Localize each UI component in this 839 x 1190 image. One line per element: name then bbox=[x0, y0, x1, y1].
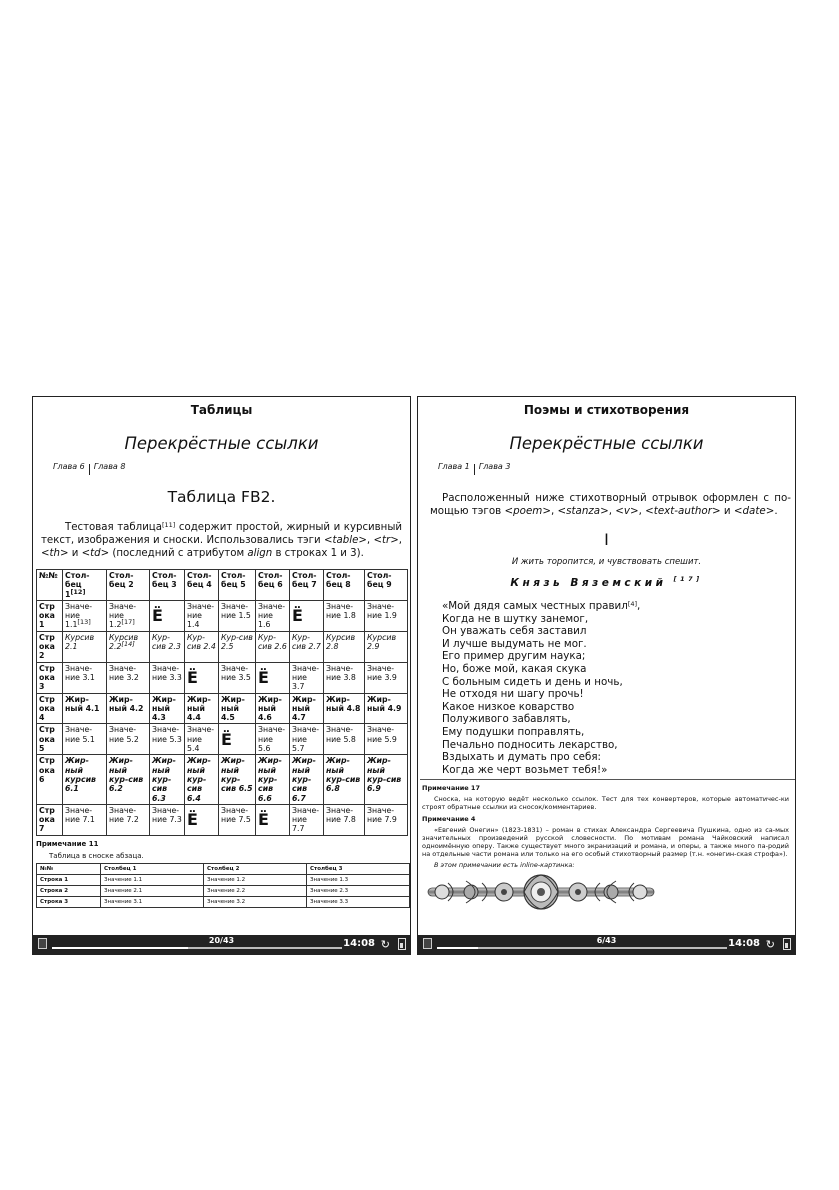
letter-yo-image: Ё bbox=[185, 662, 219, 693]
table-cell: Строка 2 bbox=[37, 885, 101, 896]
table-cell: Жир-ный кур-сив 6.2 bbox=[107, 755, 150, 804]
tag-name: <table> bbox=[324, 535, 367, 546]
table-row bbox=[37, 631, 408, 662]
reading-progress-bar[interactable] bbox=[437, 947, 727, 949]
verse-line: Его пример другим наука; bbox=[442, 650, 586, 663]
footnote-link-4[interactable]: [4] bbox=[627, 600, 638, 608]
tag-name: <v> bbox=[615, 505, 639, 517]
tag-name: <poem> bbox=[504, 505, 551, 517]
status-bar bbox=[418, 935, 795, 954]
intro-text: содержит простой, жирный и курсивный текст, изображения и сноски. Использовались тэги bbox=[41, 522, 402, 546]
table-header-row bbox=[37, 570, 408, 601]
table-cell: Кур-сив 2.6 bbox=[256, 631, 290, 662]
letter-yo-image: Ё bbox=[185, 804, 219, 835]
cell-text: Значе-ние 1.1 bbox=[65, 601, 93, 630]
table-cell: Курсив 2.9 bbox=[365, 631, 408, 662]
table-cell: №№ bbox=[37, 863, 101, 874]
verse-line: С больным сидеть и день и ночь, bbox=[442, 675, 623, 688]
left-reader-page bbox=[32, 396, 411, 955]
verse-line: И лучше выдумать не мог. bbox=[442, 637, 587, 650]
intro-text: , bbox=[366, 535, 374, 546]
table-cell: Жир-ный курсив 6.1 bbox=[63, 755, 107, 804]
table-cell: Жир-ный 4.8 bbox=[324, 693, 365, 724]
table-cell: Значение 2.2 bbox=[204, 885, 307, 896]
breadcrumb bbox=[53, 459, 410, 473]
ornament-image bbox=[426, 873, 795, 915]
table-cell: Значе-ние 3.8 bbox=[324, 662, 365, 693]
table-cell: Значе-ние 7.3 bbox=[150, 804, 185, 835]
table-cell: Значе-ние 1.9 bbox=[365, 600, 408, 631]
footnote-link-12[interactable]: [12] bbox=[70, 587, 86, 596]
table-cell: Жир-ный 4.7 bbox=[290, 693, 324, 724]
table-row bbox=[37, 804, 408, 835]
table-cell: Жир-ный кур-сив 6.5 bbox=[219, 755, 256, 804]
table-title: Таблица FB2. bbox=[167, 488, 276, 506]
table-cell: Жир-ный 4.9 bbox=[365, 693, 408, 724]
table-cell: Значе-ние 5.1 bbox=[63, 724, 107, 755]
table-cell: Кур-сив 2.7 bbox=[290, 631, 324, 662]
table-row bbox=[37, 874, 410, 885]
verse-line: Когда же черт возьмет тебя!» bbox=[442, 763, 608, 776]
poem-stanza bbox=[442, 600, 795, 776]
row-label: Стр ока 3 bbox=[37, 662, 63, 693]
table-row bbox=[37, 662, 408, 693]
link-chapter-6[interactable]: Глава 6 bbox=[53, 461, 85, 471]
table-cell: Значение 1.1 bbox=[101, 874, 204, 885]
table-cell: Значе-ние 1.6 bbox=[256, 600, 290, 631]
cell-text: Значе-ние 1.2 bbox=[109, 601, 137, 630]
table-cell: Значение 1.2 bbox=[204, 874, 307, 885]
table-cell: Значе-ние 1.4 bbox=[185, 600, 219, 631]
table-cell: Значе-ние 5.2 bbox=[107, 724, 150, 755]
verse-line: Печально подносить лекарство, bbox=[442, 738, 618, 751]
link-chapter-1[interactable]: Глава 1 bbox=[438, 461, 470, 471]
table-cell: Значе-ние 7.9 bbox=[365, 804, 408, 835]
page-number: 20/43 bbox=[208, 936, 235, 945]
verse-line: Но, боже мой, какая скука bbox=[442, 662, 587, 675]
footnote-link-11[interactable]: [11] bbox=[162, 521, 176, 529]
table-cell: Жир-ный 4.1 bbox=[63, 693, 107, 724]
table-cell: Стол-бец 7 bbox=[290, 570, 324, 601]
author-name: Князь Вяземский bbox=[510, 577, 667, 589]
row-label: Стр ока 2 bbox=[37, 631, 63, 662]
table-cell: Значе-ние 7.5 bbox=[219, 804, 256, 835]
table-cell: Значе-ние 3.7 bbox=[290, 662, 324, 693]
tag-name: <tr> bbox=[373, 535, 399, 546]
table-cell bbox=[107, 600, 150, 631]
intro-text: и bbox=[720, 505, 734, 517]
cell-text: Курсив 2.2 bbox=[109, 632, 139, 652]
breadcrumb bbox=[438, 459, 795, 473]
section-title: Перекрёстные ссылки bbox=[509, 434, 704, 453]
table-cell: Столбец 2 bbox=[204, 863, 307, 874]
table-cell: Жир-ный кур-сив 6.6 bbox=[256, 755, 290, 804]
table-cell: Значе-ние 5.6 bbox=[256, 724, 290, 755]
clock: 14:08 bbox=[343, 938, 375, 949]
table-cell: Жир-ный кур-сив 6.3 bbox=[150, 755, 185, 804]
table-row bbox=[37, 896, 410, 907]
table-cell: Жир-ный кур-сив 6.8 bbox=[324, 755, 365, 804]
table-cell: Жир-ный 4.3 bbox=[150, 693, 185, 724]
tag-name: <text-author> bbox=[645, 505, 721, 517]
epigraph: И жить торопится, и чувствовать спешит. bbox=[511, 557, 702, 567]
table-cell: Стол-бец 5 bbox=[219, 570, 256, 601]
table-cell: Стол-бец 9 bbox=[365, 570, 408, 601]
tag-name: <th> bbox=[41, 548, 69, 559]
table-cell: Жир-ный кур-сив 6.9 bbox=[365, 755, 408, 804]
footnote-link-17[interactable]: [17] bbox=[121, 618, 135, 627]
verse-text: «Мой дядя самых честных правил bbox=[442, 600, 628, 612]
verse-line: Какое низкое коварство bbox=[442, 700, 575, 713]
reading-progress-bar[interactable] bbox=[52, 947, 342, 949]
table-cell: Значение 3.3 bbox=[307, 896, 410, 907]
intro-paragraph bbox=[430, 492, 791, 518]
table-cell: Значе-ние 3.5 bbox=[219, 662, 256, 693]
right-reader-page bbox=[417, 396, 796, 955]
page-number: 6/43 bbox=[596, 936, 617, 945]
row-label: Стр ока 4 bbox=[37, 693, 63, 724]
table-cell: Значе-ние 7.8 bbox=[324, 804, 365, 835]
intro-text: , bbox=[398, 535, 403, 546]
refresh-icon[interactable]: ↻ bbox=[765, 938, 775, 951]
table-cell: Стол-бец 6 bbox=[256, 570, 290, 601]
row-label: Стр ока 6 bbox=[37, 755, 63, 804]
refresh-icon[interactable]: ↻ bbox=[380, 938, 390, 951]
tag-name: align bbox=[247, 548, 273, 559]
table-cell: Столбец 1 bbox=[101, 863, 204, 874]
intro-text: в строках 1 и 3). bbox=[272, 548, 364, 559]
footnote-divider bbox=[420, 779, 795, 780]
table-cell: Жир-ный 4.4 bbox=[185, 693, 219, 724]
verse-line: Ему подушки поправлять, bbox=[442, 725, 585, 738]
intro-paragraph bbox=[41, 521, 402, 560]
table-cell: Значе-ние 7.2 bbox=[107, 804, 150, 835]
note-inline-caption: В этом примечании есть inline-картинка: bbox=[434, 861, 575, 870]
table-cell: Значе-ние 3.2 bbox=[107, 662, 150, 693]
epigraph-author bbox=[418, 577, 795, 589]
table-cell: Значение 3.2 bbox=[204, 896, 307, 907]
reading-progress-fill bbox=[437, 947, 478, 949]
table-cell: Жир-ный кур-сив 6.7 bbox=[290, 755, 324, 804]
page-header: Поэмы и стихотворения bbox=[523, 403, 690, 417]
clock: 14:08 bbox=[728, 938, 760, 949]
row-label: Стр ока 7 bbox=[37, 804, 63, 835]
intro-text: и bbox=[68, 548, 82, 559]
table-cell: Значе-ние 3.1 bbox=[63, 662, 107, 693]
note-heading: Примечание 11 bbox=[36, 839, 99, 848]
verse-line: Полуживого забавлять, bbox=[442, 713, 571, 726]
battery-icon bbox=[783, 938, 791, 950]
table-cell: Значение 2.3 bbox=[307, 885, 410, 896]
table-cell bbox=[63, 600, 107, 631]
letter-yo-image: Ё bbox=[219, 724, 256, 755]
breadcrumb-divider bbox=[474, 464, 475, 475]
intro-text: , bbox=[550, 505, 558, 517]
table-cell: Стол-бец 2 bbox=[107, 570, 150, 601]
row-label: Стр ока 1 bbox=[37, 600, 63, 631]
section-title: Перекрёстные ссылки bbox=[124, 434, 319, 453]
footnote-table bbox=[36, 863, 410, 908]
letter-yo-image: Ё bbox=[256, 662, 290, 693]
table-cell: Стол-бец 4 bbox=[185, 570, 219, 601]
note-text: Сноска, на которую ведёт несколько ссылок. Тест для тех конвертеров, которые автоматичес-ки строят обратные ссылки из сносок/комментариев. bbox=[422, 795, 789, 812]
table-header-row bbox=[37, 863, 410, 874]
table-cell: Значе-ние 7.7 bbox=[290, 804, 324, 835]
intro-text: Тестовая таблица bbox=[65, 522, 162, 533]
note-heading: Примечание 4 bbox=[422, 815, 476, 824]
table-cell: Жир-ный 4.6 bbox=[256, 693, 290, 724]
cell-text: Стол-бец 1 bbox=[65, 571, 90, 599]
table-cell: Стол-бец 8 bbox=[324, 570, 365, 601]
table-cell: Курсив 2.8 bbox=[324, 631, 365, 662]
table-cell: Значе-ние 3.3 bbox=[150, 662, 185, 693]
table-cell: Значе-ние 5.4 bbox=[185, 724, 219, 755]
link-chapter-8[interactable]: Глава 8 bbox=[93, 461, 126, 471]
verse-line: Не отходя ни шагу прочь! bbox=[442, 688, 584, 701]
letter-yo-image: Ё bbox=[150, 600, 185, 631]
table-row bbox=[37, 600, 408, 631]
table-cell: Значе-ние 1.5 bbox=[219, 600, 256, 631]
table-cell: №№ bbox=[37, 570, 63, 601]
table-cell: Стол-бец 3 bbox=[150, 570, 185, 601]
table-cell: Строка 3 bbox=[37, 896, 101, 907]
letter-yo-image: Ё bbox=[290, 600, 324, 631]
verse-line: Он уважать себя заставил bbox=[442, 625, 587, 638]
table-cell: Значение 1.3 bbox=[307, 874, 410, 885]
intro-text: . bbox=[774, 505, 778, 517]
status-bar bbox=[33, 935, 410, 954]
link-chapter-3[interactable]: Глава 3 bbox=[478, 461, 511, 471]
table-cell: Жир-ный 4.5 bbox=[219, 693, 256, 724]
note-heading: Примечание 17 bbox=[422, 784, 480, 793]
table-cell: Жир-ный кур-сив 6.4 bbox=[185, 755, 219, 804]
footnote-link-17[interactable]: [17] bbox=[673, 575, 703, 583]
table-row bbox=[37, 693, 408, 724]
note-text: «Евгений Онегин» (1823-1831) – роман в стихах Александра Сергеевича Пушкина, одно из са-мых значительных произведений русской словесности. По мотивам романа Чайковский написал одноимённую оперу. Также существует много экранизаций и романа, и оперы, а также много па-родий на отдельные части романа или только на его особый стихотворный размер (т.н. «онегин-ская строфа»). bbox=[422, 826, 789, 859]
fb2-table bbox=[36, 569, 408, 836]
note-text: Таблица в сноске абзаца. bbox=[49, 851, 144, 860]
tag-name: <td> bbox=[81, 548, 110, 559]
intro-text: , bbox=[638, 505, 646, 517]
table-cell bbox=[63, 570, 107, 601]
table-row bbox=[37, 724, 408, 755]
table-cell: Жир-ный 4.2 bbox=[107, 693, 150, 724]
table-cell: Значение 2.1 bbox=[101, 885, 204, 896]
table-row bbox=[37, 755, 408, 804]
verse-line: «Мой дядя самых честных правил[4], bbox=[442, 600, 641, 612]
table-cell: Значе-ние 3.9 bbox=[365, 662, 408, 693]
table-cell bbox=[107, 631, 150, 662]
verse-line: Когда не в шутку занемог, bbox=[442, 612, 589, 625]
breadcrumb-divider bbox=[89, 464, 90, 475]
table-cell: Значе-ние 5.9 bbox=[365, 724, 408, 755]
table-cell: Столбец 3 bbox=[307, 863, 410, 874]
table-row bbox=[37, 885, 410, 896]
stanza-number: I bbox=[604, 530, 609, 549]
row-label: Стр ока 5 bbox=[37, 724, 63, 755]
table-cell: Курсив 2.1 bbox=[63, 631, 107, 662]
battery-icon bbox=[398, 938, 406, 950]
table-cell: Значе-ние 1.8 bbox=[324, 600, 365, 631]
table-cell: Значе-ние 5.3 bbox=[150, 724, 185, 755]
intro-text: Расположенный ниже стихотворный отрывок оформлен с по-мощью тэгов bbox=[430, 492, 791, 517]
table-cell: Кур-сив 2.3 bbox=[150, 631, 185, 662]
table-cell: Кур-сив 2.4 bbox=[185, 631, 219, 662]
footnote-link-14[interactable]: [14] bbox=[121, 640, 135, 649]
table-cell: Значе-ние 5.7 bbox=[290, 724, 324, 755]
table-cell: Значе-ние 5.8 bbox=[324, 724, 365, 755]
footnote-link-13[interactable]: [13] bbox=[77, 618, 91, 627]
tag-name: <date> bbox=[733, 505, 775, 517]
reading-progress-fill bbox=[52, 947, 188, 949]
page-header: Таблицы bbox=[190, 403, 253, 417]
table-cell: Значение 3.1 bbox=[101, 896, 204, 907]
letter-yo-image: Ё bbox=[256, 804, 290, 835]
table-cell: Кур-сив 2.5 bbox=[219, 631, 256, 662]
table-cell: Значе-ние 7.1 bbox=[63, 804, 107, 835]
tag-name: <stanza> bbox=[557, 505, 609, 517]
intro-text: , bbox=[608, 505, 616, 517]
intro-text: (последний с атрибутом bbox=[109, 548, 248, 559]
table-cell: Строка 1 bbox=[37, 874, 101, 885]
verse-line: Вздыхать и думать про себя: bbox=[442, 751, 601, 764]
